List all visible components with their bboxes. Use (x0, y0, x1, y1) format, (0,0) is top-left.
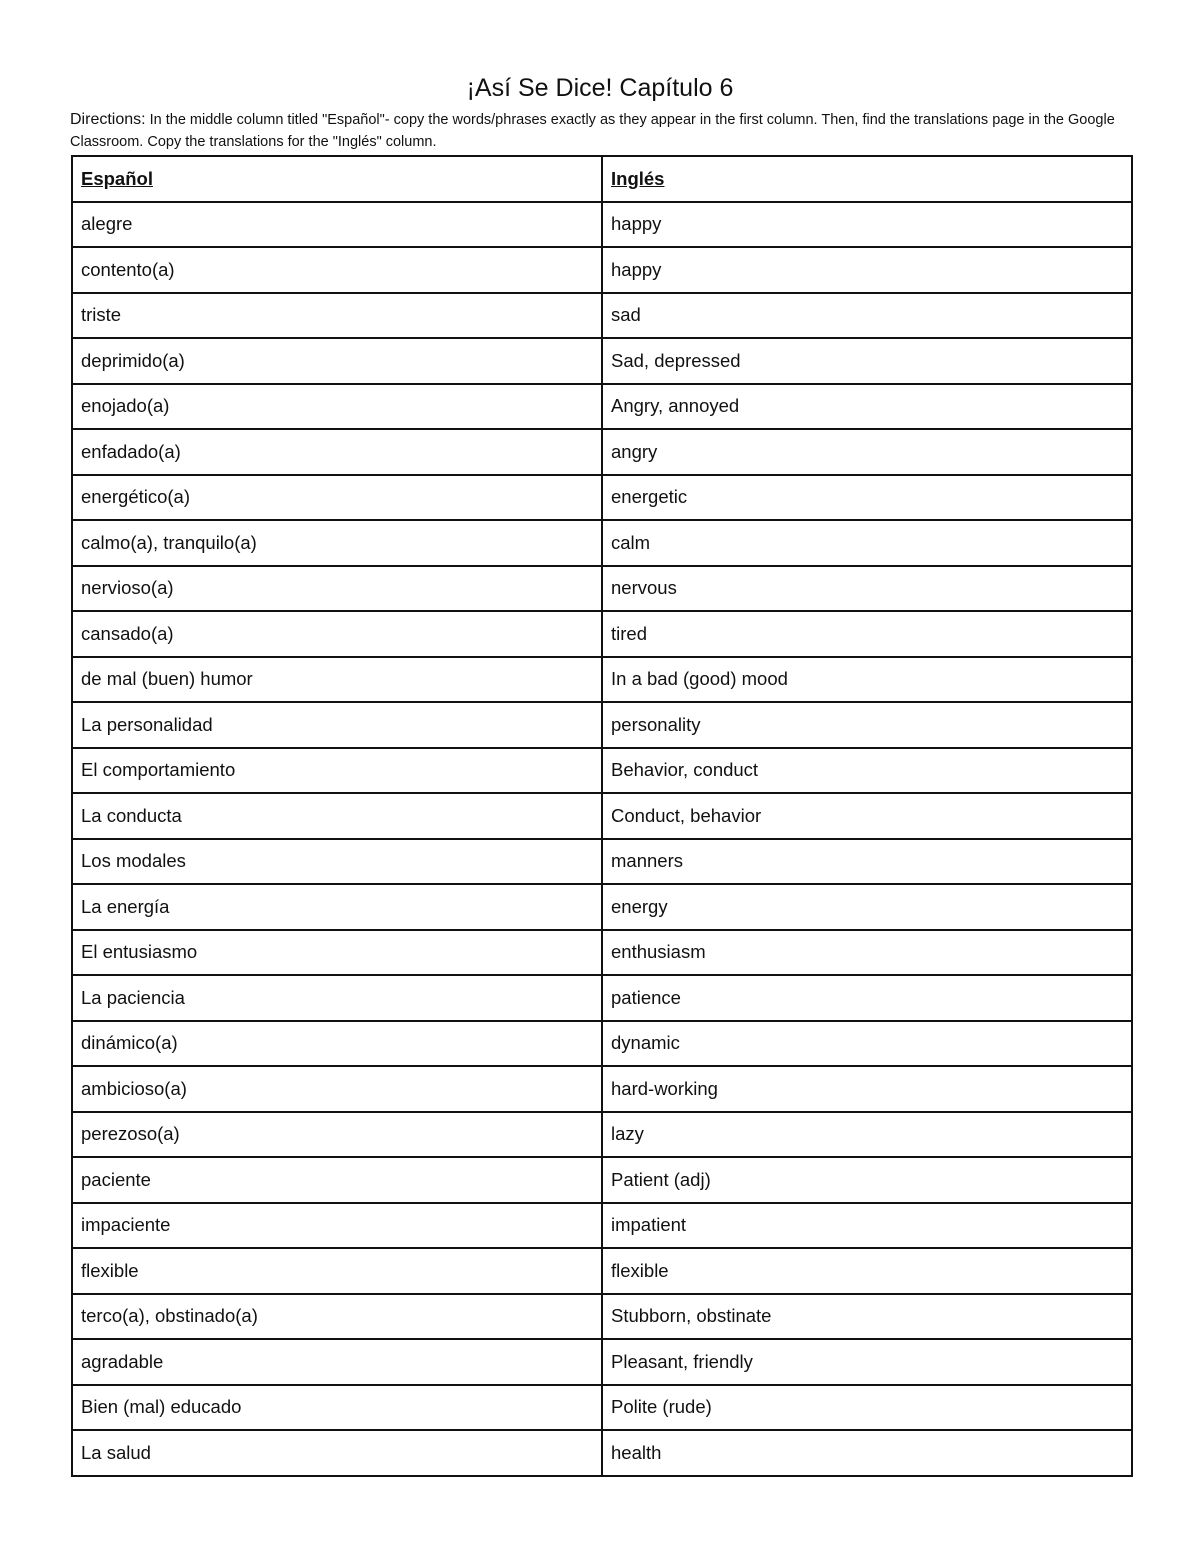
column-header-ingles: Inglés (602, 156, 1132, 202)
table-row (72, 338, 1132, 384)
table-row (72, 1112, 1132, 1158)
spanish-term-cell: impaciente (72, 1203, 602, 1249)
table-row (72, 1385, 1132, 1431)
table-row (72, 293, 1132, 339)
spanish-term-cell: La salud (72, 1430, 602, 1476)
spanish-term-cell: energético(a) (72, 475, 602, 521)
table-row (72, 702, 1132, 748)
table-row (72, 1248, 1132, 1294)
table-row (72, 1430, 1132, 1476)
english-translation-cell: Stubborn, obstinate (602, 1294, 1132, 1340)
spanish-term-cell: dinámico(a) (72, 1021, 602, 1067)
table-row (72, 384, 1132, 430)
table-row (72, 1203, 1132, 1249)
table-row (72, 1066, 1132, 1112)
english-translation-cell: patience (602, 975, 1132, 1021)
english-translation-cell: dynamic (602, 1021, 1132, 1067)
table-row (72, 1021, 1132, 1067)
spanish-term-cell: de mal (buen) humor (72, 657, 602, 703)
table-row (72, 566, 1132, 612)
english-translation-cell: energy (602, 884, 1132, 930)
table-row (72, 429, 1132, 475)
english-translation-cell: Sad, depressed (602, 338, 1132, 384)
spanish-term-cell: contento(a) (72, 247, 602, 293)
spanish-term-cell: cansado(a) (72, 611, 602, 657)
english-translation-cell: lazy (602, 1112, 1132, 1158)
spanish-term-cell: alegre (72, 202, 602, 248)
directions-label: Directions: (70, 111, 146, 128)
table-row (72, 748, 1132, 794)
page-title: ¡Así Se Dice! Capítulo 6 (466, 74, 734, 102)
column-header-espanol: Español (72, 156, 602, 202)
english-translation-cell: happy (602, 202, 1132, 248)
table-row (72, 1339, 1132, 1385)
spanish-term-cell: ambicioso(a) (72, 1066, 602, 1112)
english-translation-cell: Behavior, conduct (602, 748, 1132, 794)
table-header-row (72, 156, 1132, 202)
spanish-term-cell: Los modales (72, 839, 602, 885)
english-translation-cell: Polite (rude) (602, 1385, 1132, 1431)
spanish-term-cell: El comportamiento (72, 748, 602, 794)
table-row (72, 1294, 1132, 1340)
table-row (72, 520, 1132, 566)
spanish-term-cell: terco(a), obstinado(a) (72, 1294, 602, 1340)
english-translation-cell: Pleasant, friendly (602, 1339, 1132, 1385)
english-translation-cell: personality (602, 702, 1132, 748)
spanish-term-cell: El entusiasmo (72, 930, 602, 976)
spanish-term-cell: flexible (72, 1248, 602, 1294)
spanish-term-cell: La energía (72, 884, 602, 930)
english-translation-cell: calm (602, 520, 1132, 566)
spanish-term-cell: nervioso(a) (72, 566, 602, 612)
spanish-term-cell: Bien (mal) educado (72, 1385, 602, 1431)
spanish-term-cell: calmo(a), tranquilo(a) (72, 520, 602, 566)
table-row (72, 975, 1132, 1021)
table-row (72, 475, 1132, 521)
table-row (72, 247, 1132, 293)
vocabulary-table (71, 155, 1133, 1477)
spanish-term-cell: deprimido(a) (72, 338, 602, 384)
english-translation-cell: Angry, annoyed (602, 384, 1132, 430)
spanish-term-cell: enojado(a) (72, 384, 602, 430)
english-translation-cell: happy (602, 247, 1132, 293)
english-translation-cell: In a bad (good) mood (602, 657, 1132, 703)
table-row (72, 657, 1132, 703)
english-translation-cell: manners (602, 839, 1132, 885)
directions-text (70, 109, 1132, 153)
spanish-term-cell: perezoso(a) (72, 1112, 602, 1158)
table-row (72, 611, 1132, 657)
english-translation-cell: nervous (602, 566, 1132, 612)
table-row (72, 839, 1132, 885)
spanish-term-cell: agradable (72, 1339, 602, 1385)
spanish-term-cell: La paciencia (72, 975, 602, 1021)
english-translation-cell: energetic (602, 475, 1132, 521)
english-translation-cell: hard-working (602, 1066, 1132, 1112)
spanish-term-cell: La personalidad (72, 702, 602, 748)
table-row (72, 930, 1132, 976)
english-translation-cell: health (602, 1430, 1132, 1476)
english-translation-cell: angry (602, 429, 1132, 475)
directions-body: In the middle column titled "Español"- copy the words/phrases exactly as they appear in the first column. Then, find the translations page in the Google Classroom. Copy the translations for the "Inglés" column. (70, 112, 1115, 150)
spanish-term-cell: triste (72, 293, 602, 339)
english-translation-cell: Conduct, behavior (602, 793, 1132, 839)
english-translation-cell: impatient (602, 1203, 1132, 1249)
table-row (72, 884, 1132, 930)
english-translation-cell: flexible (602, 1248, 1132, 1294)
spanish-term-cell: paciente (72, 1157, 602, 1203)
table-row (72, 793, 1132, 839)
spanish-term-cell: enfadado(a) (72, 429, 602, 475)
english-translation-cell: enthusiasm (602, 930, 1132, 976)
english-translation-cell: sad (602, 293, 1132, 339)
table-row (72, 1157, 1132, 1203)
vocabulary-table-body (72, 202, 1132, 1476)
english-translation-cell: tired (602, 611, 1132, 657)
table-row (72, 202, 1132, 248)
english-translation-cell: Patient (adj) (602, 1157, 1132, 1203)
spanish-term-cell: La conducta (72, 793, 602, 839)
